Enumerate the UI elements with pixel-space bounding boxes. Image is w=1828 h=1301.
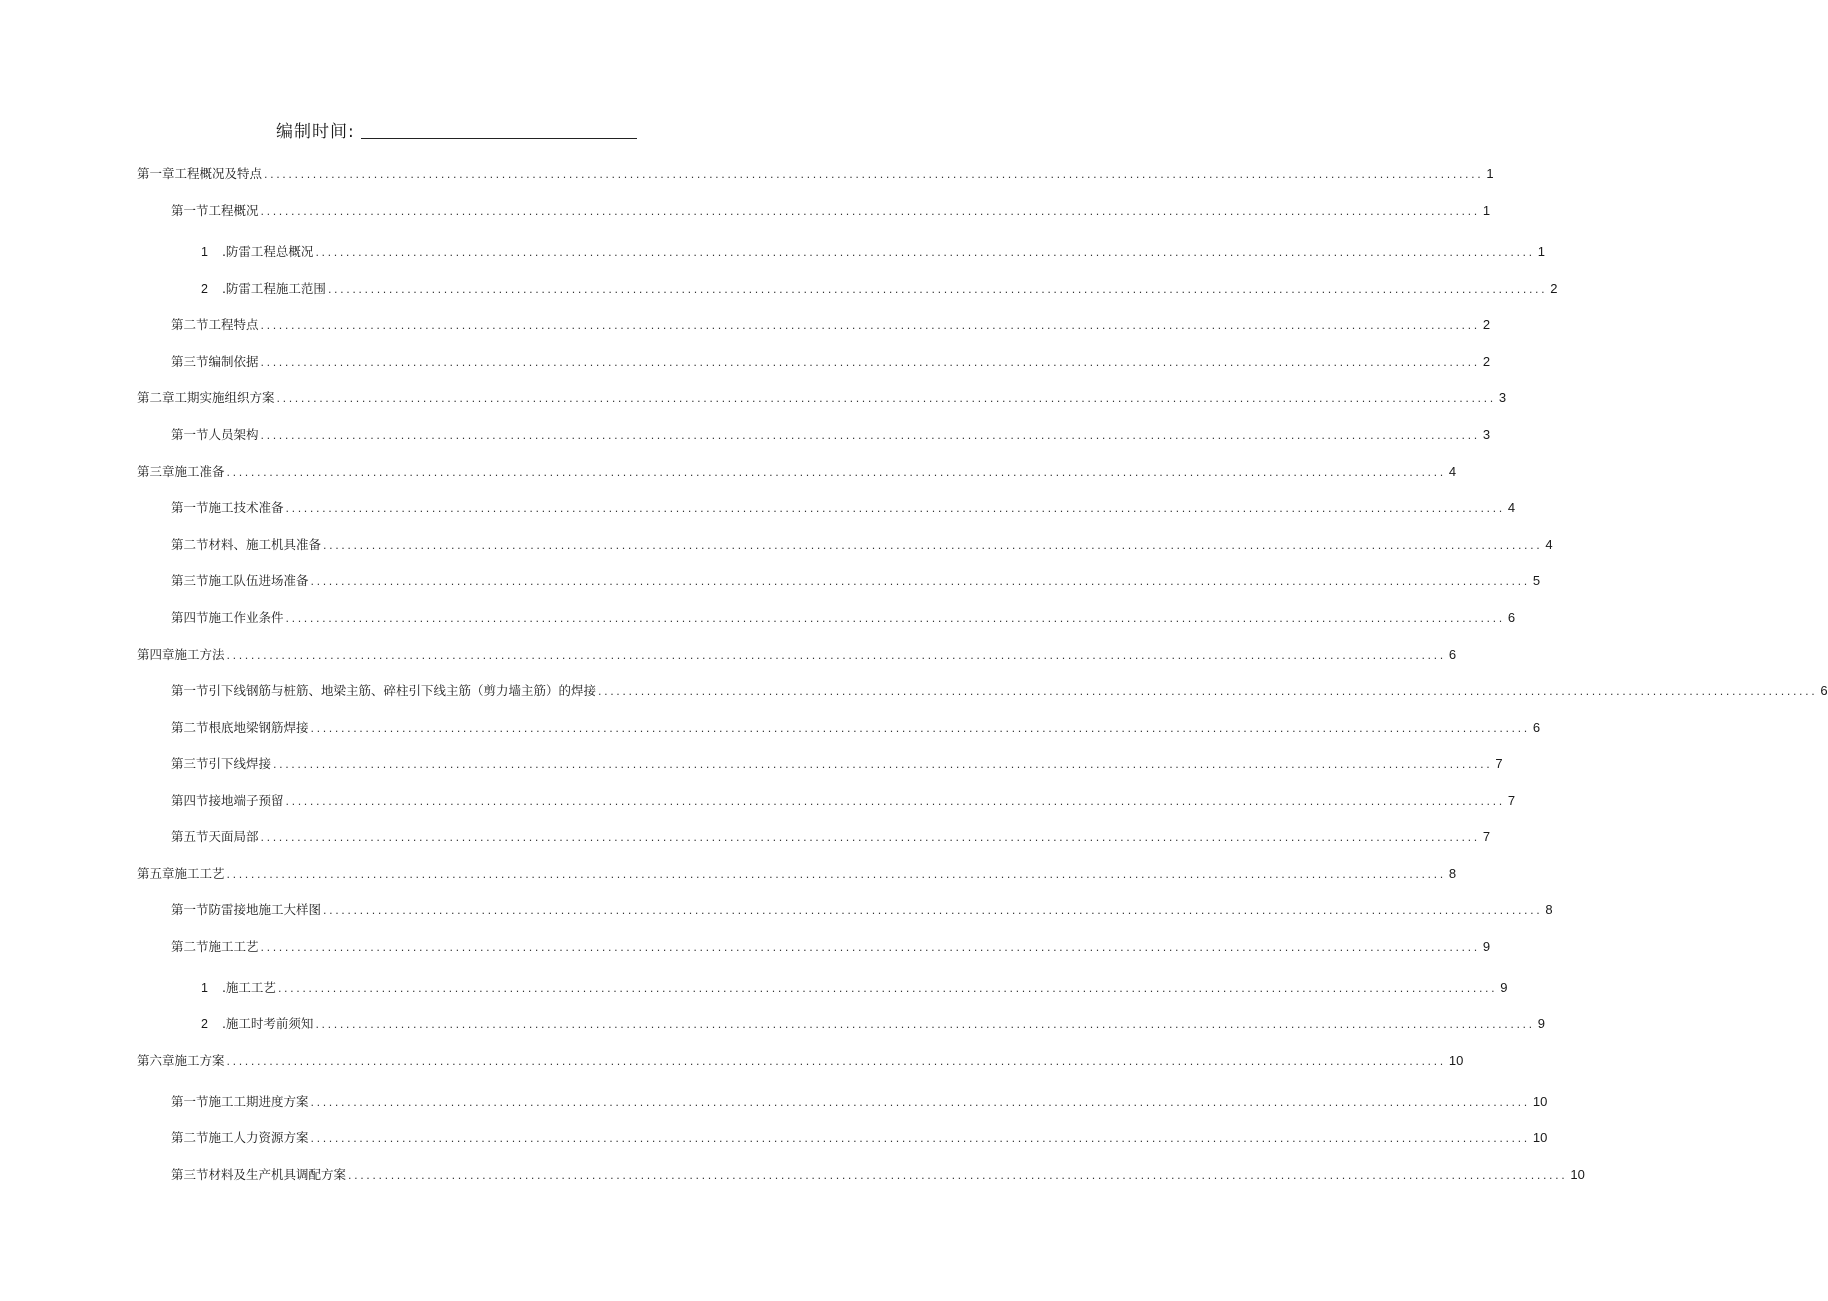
toc-entry-section[interactable] xyxy=(171,608,1516,628)
toc-page-number: 2 xyxy=(1482,317,1491,332)
toc-page-number: 10 xyxy=(1532,1094,1548,1109)
compile-time-header xyxy=(276,116,637,142)
toc-page-number: 2 xyxy=(1550,281,1558,296)
toc-entry-title: 第四节施工作业条件 xyxy=(171,610,284,625)
toc-entry-title xyxy=(201,978,276,998)
toc-entry-title: 第五章施工工艺 xyxy=(137,866,225,881)
toc-page-number: 1 xyxy=(1486,166,1494,181)
toc-leader-dots: ........................................................................................................................................................................................................ xyxy=(323,904,1543,917)
toc-entry-chapter[interactable] xyxy=(137,388,1507,408)
toc-leader-dots: ........................................................................................................................................................................................................ xyxy=(260,429,1480,442)
toc-leader-dots: ........................................................................................................................................................................................................ xyxy=(260,941,1480,954)
toc-leader-dots: ........................................................................................................................................................................................................ xyxy=(315,246,1535,259)
toc-entry-section[interactable] xyxy=(171,352,1491,372)
toc-entry-chapter[interactable] xyxy=(137,462,1457,482)
toc-entry-title: 第六章施工方案 xyxy=(137,1053,225,1068)
toc-entry-title: 第一节施工技术准备 xyxy=(171,500,284,515)
toc-leader-dots: ........................................................................................................................................................................................................ xyxy=(598,685,1818,698)
toc-leader-dots: ........................................................................................................................................................................................................ xyxy=(276,392,1496,405)
toc-page-number: 9 xyxy=(1537,1016,1545,1031)
toc-leader-dots: ........................................................................................................................................................................................................ xyxy=(260,319,1480,332)
toc-entry-title: 第四章施工方法 xyxy=(137,647,225,662)
toc-entry-section[interactable] xyxy=(171,827,1491,847)
toc-entry-title: 第一节引下线钢筋与桩筋、地梁主筋、碎柱引下线主筋（剪力墙主筋）的焊接 xyxy=(171,683,597,698)
toc-item-text: .施工时考前须知 xyxy=(221,1016,314,1031)
toc-entry-title: 第二节工程特点 xyxy=(171,317,259,332)
toc-page-number: 7 xyxy=(1495,756,1503,771)
toc-entry-chapter[interactable] xyxy=(137,164,1494,184)
toc-entry-section[interactable] xyxy=(171,1165,1585,1185)
toc-page-number: 6 xyxy=(1507,610,1516,625)
toc-entry-chapter[interactable] xyxy=(137,1051,1464,1071)
toc-leader-dots: ........................................................................................................................................................................................................ xyxy=(273,758,1493,771)
toc-entry-title: 第三节材料及生产机具调配方案 xyxy=(171,1167,347,1182)
toc-entry-chapter[interactable] xyxy=(137,864,1457,884)
toc-item-number: 2 xyxy=(201,1017,208,1031)
toc-entry-title: 第一节施工工期进度方案 xyxy=(171,1094,309,1109)
toc-entry-item[interactable] xyxy=(201,279,1558,299)
toc-page-number: 2 xyxy=(1482,354,1491,369)
toc-entry-section[interactable] xyxy=(171,754,1503,774)
toc-entry-section[interactable] xyxy=(171,937,1491,957)
toc-page-number: 3 xyxy=(1498,390,1507,405)
toc-leader-dots: ........................................................................................................................................................................................................ xyxy=(226,1055,1446,1068)
toc-leader-dots: ........................................................................................................................................................................................................ xyxy=(260,205,1480,218)
toc-page-number: 7 xyxy=(1507,793,1516,808)
toc-item-number: 1 xyxy=(201,981,208,995)
toc-page-number: 6 xyxy=(1448,647,1457,662)
toc-leader-dots: ........................................................................................................................................................................................................ xyxy=(315,1018,1535,1031)
toc-leader-dots: ........................................................................................................................................................................................................ xyxy=(285,795,1505,808)
toc-leader-dots: ........................................................................................................................................................................................................ xyxy=(277,982,1498,995)
toc-entry-section[interactable] xyxy=(171,791,1516,811)
toc-page-number: 9 xyxy=(1500,980,1508,995)
toc-entry-item[interactable] xyxy=(201,978,1508,998)
toc-leader-dots: ........................................................................................................................................................................................................ xyxy=(310,1096,1530,1109)
toc-entry-title: 第一节工程概况 xyxy=(171,203,259,218)
toc-page-number: 1 xyxy=(1482,203,1491,218)
toc-entry-section[interactable] xyxy=(171,425,1491,445)
toc-item-number: 2 xyxy=(201,282,208,296)
toc-entry-title: 第二节材料、施工机具准备 xyxy=(171,537,322,552)
toc-entry-title: 第五节天面局部 xyxy=(171,829,259,844)
toc-entry-section[interactable] xyxy=(171,900,1553,920)
toc-page-number: 10 xyxy=(1532,1130,1548,1145)
toc-entry-title: 第三节编制依据 xyxy=(171,354,259,369)
toc-leader-dots: ........................................................................................................................................................................................................ xyxy=(310,575,1530,588)
toc-entry-section[interactable] xyxy=(171,571,1541,591)
toc-page-number: 4 xyxy=(1507,500,1516,515)
toc-page-number: 10 xyxy=(1570,1167,1585,1182)
toc-entry-section[interactable] xyxy=(171,498,1516,518)
toc-page-number: 5 xyxy=(1532,573,1541,588)
toc-page-number: 6 xyxy=(1532,720,1541,735)
toc-entry-title: 第三节引下线焊接 xyxy=(171,756,272,771)
toc-page-number: 4 xyxy=(1448,464,1457,479)
toc-leader-dots: ........................................................................................................................................................................................................ xyxy=(226,868,1446,881)
toc-page-number: 1 xyxy=(1537,244,1545,259)
toc-entry-section[interactable] xyxy=(171,1092,1548,1112)
toc-entry-title: 第四节接地端子预留 xyxy=(171,793,284,808)
toc-page-number: 8 xyxy=(1448,866,1457,881)
toc-entry-section[interactable] xyxy=(171,718,1541,738)
toc-entry-title: 第一章工程概况及特点 xyxy=(137,166,263,181)
toc-leader-dots: ........................................................................................................................................................................................................ xyxy=(226,649,1446,662)
toc-entry-title: 第三节施工队伍进场准备 xyxy=(171,573,309,588)
toc-item-text: .防雷工程施工范围 xyxy=(221,281,326,296)
toc-entry-title xyxy=(201,1014,313,1034)
toc-page-number: 9 xyxy=(1482,939,1491,954)
toc-page-number: 3 xyxy=(1482,427,1491,442)
toc-entry-title xyxy=(201,242,313,262)
toc-page-number: 6 xyxy=(1820,683,1828,698)
toc-leader-dots: ........................................................................................................................................................................................................ xyxy=(285,612,1505,625)
toc-page-number: 4 xyxy=(1545,537,1553,552)
compile-time-label: 编制时间: xyxy=(276,122,355,142)
toc-leader-dots: ........................................................................................................................................................................................................ xyxy=(348,1169,1568,1182)
compile-time-blank-line xyxy=(361,137,637,139)
toc-page-number: 8 xyxy=(1545,902,1553,917)
toc-entry-title: 第二节施工工艺 xyxy=(171,939,259,954)
toc-entry-section[interactable] xyxy=(171,1128,1548,1148)
toc-entry-item[interactable] xyxy=(201,242,1545,262)
toc-leader-dots: ........................................................................................................................................................................................................ xyxy=(310,1132,1530,1145)
toc-leader-dots: ........................................................................................................................................................................................................ xyxy=(260,831,1480,844)
toc-leader-dots: ........................................................................................................................................................................................................ xyxy=(285,502,1505,515)
toc-entry-section[interactable] xyxy=(171,201,1491,221)
toc-item-text: .施工工艺 xyxy=(221,980,276,995)
toc-entry-chapter[interactable] xyxy=(137,645,1457,665)
toc-entry-title: 第一节防雷接地施工大样图 xyxy=(171,902,322,917)
toc-entry-title: 第二节施工人力资源方案 xyxy=(171,1130,309,1145)
toc-entry-title: 第二章工期实施组织方案 xyxy=(137,390,275,405)
toc-entry-title: 第一节人员架构 xyxy=(171,427,259,442)
toc-leader-dots: ........................................................................................................................................................................................................ xyxy=(260,356,1480,369)
toc-entry-title: 第三章施工准备 xyxy=(137,464,225,479)
toc-entry-title xyxy=(201,279,326,299)
toc-leader-dots: ........................................................................................................................................................................................................ xyxy=(310,722,1530,735)
toc-entry-section[interactable] xyxy=(171,535,1553,555)
toc-page-number: 10 xyxy=(1448,1053,1464,1068)
toc-leader-dots: ........................................................................................................................................................................................................ xyxy=(327,283,1548,296)
toc-page-number: 7 xyxy=(1482,829,1491,844)
toc-leader-dots: ........................................................................................................................................................................................................ xyxy=(226,466,1446,479)
toc-leader-dots: ........................................................................................................................................................................................................ xyxy=(264,168,1484,181)
toc-item-text: .防雷工程总概况 xyxy=(221,244,314,259)
toc-entry-section[interactable] xyxy=(171,681,1828,701)
toc-entry-item[interactable] xyxy=(201,1014,1545,1034)
toc-entry-title: 第二节根底地梁钢筋焊接 xyxy=(171,720,309,735)
toc-item-number: 1 xyxy=(201,245,208,259)
toc-entry-section[interactable] xyxy=(171,315,1491,335)
toc-leader-dots: ........................................................................................................................................................................................................ xyxy=(323,539,1543,552)
